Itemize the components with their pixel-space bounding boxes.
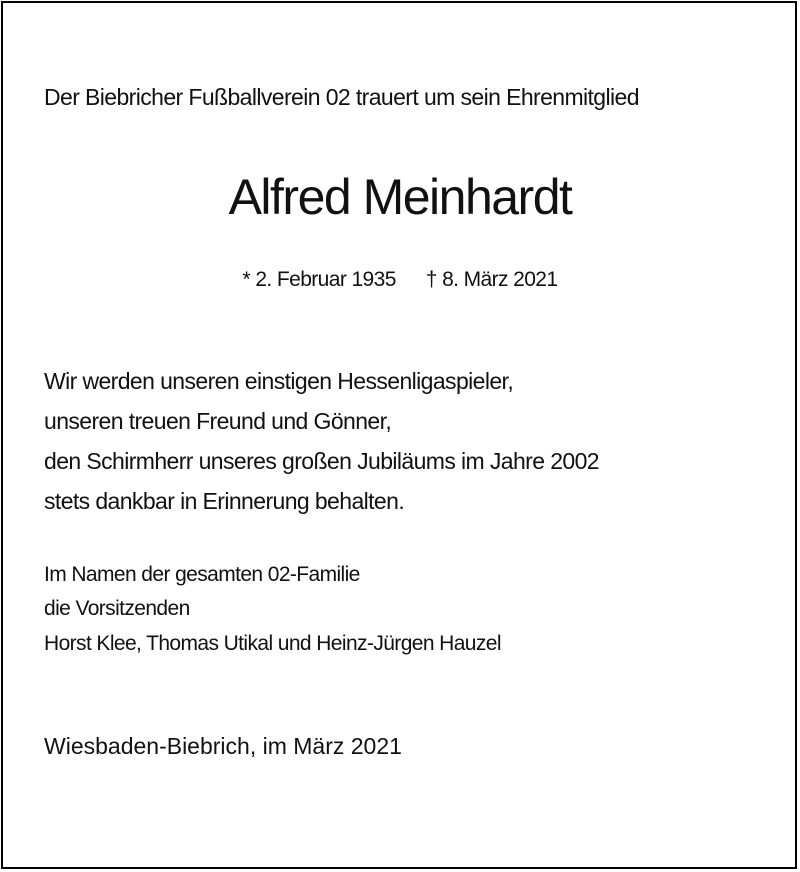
- life-dates: [0, 268, 800, 292]
- signature-line: Im Namen der gesamten 02-Familie: [44, 563, 360, 586]
- birth-date: * 2. Februar 1935: [242, 268, 396, 291]
- place-date: Wiesbaden-Biebrich, im März 2021: [44, 733, 402, 759]
- deceased-name: Alfred Meinhardt: [228, 169, 572, 225]
- tribute-line: den Schirmherr unseres großen Jubiläums im Jahre 2002: [44, 448, 599, 474]
- intro-line: Der Biebricher Fußballverein 02 trauert um sein Ehrenmitglied: [44, 84, 639, 110]
- signature-line: Horst Klee, Thomas Utikal und Heinz-Jürgen Hauzel: [44, 632, 501, 655]
- tribute-line: unseren treuen Freund und Gönner,: [44, 408, 392, 434]
- signature-line: die Vorsitzenden: [44, 597, 190, 620]
- tribute-line: Wir werden unseren einstigen Hessenligaspieler,: [44, 368, 514, 394]
- death-date: † 8. März 2021: [425, 268, 558, 291]
- tribute-line: stets dankbar in Erinnerung behalten.: [44, 488, 405, 514]
